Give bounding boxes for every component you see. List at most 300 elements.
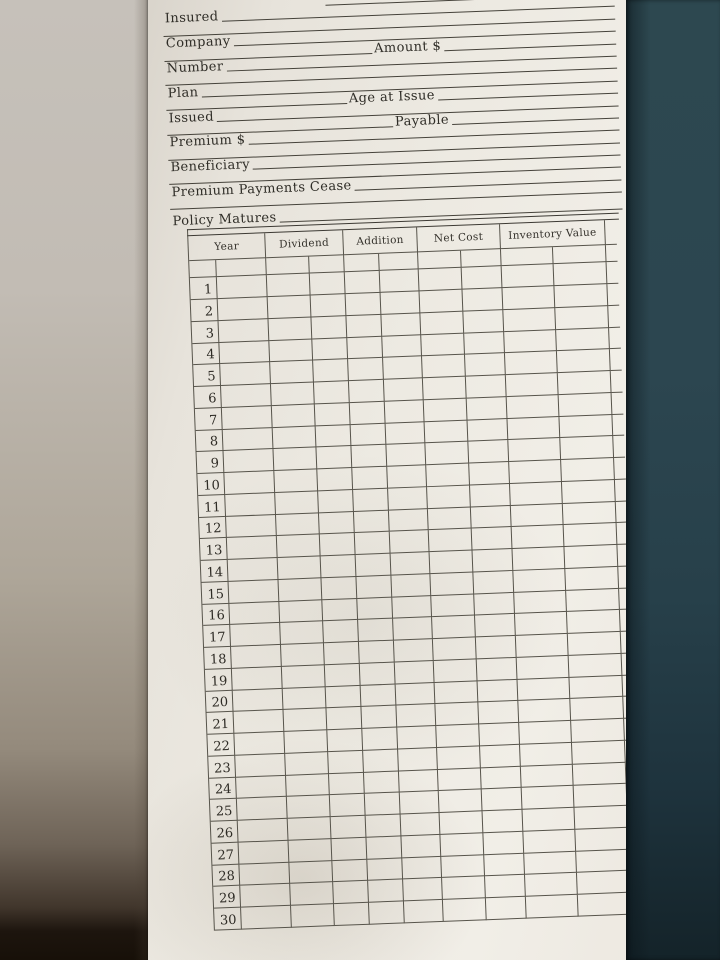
row-number-cell: [201, 560, 229, 583]
field-label-insured: Insured: [164, 9, 219, 27]
empty-value-cell: [558, 371, 612, 395]
empty-value-cell: [564, 545, 618, 569]
row-number-cell: [197, 451, 225, 474]
empty-value-cell: [571, 719, 625, 743]
empty-value-cell: [318, 490, 354, 513]
empty-value-cell: [239, 841, 290, 865]
empty-value-cell: [425, 442, 469, 465]
row-number: 24: [214, 782, 232, 798]
empty-value-cell: [353, 488, 389, 511]
empty-value-cell: [419, 268, 463, 291]
empty-value-cell: [473, 571, 514, 594]
empty-value-cell: [420, 290, 464, 313]
empty-value-cell: [435, 703, 479, 726]
empty-value-cell: [573, 762, 627, 786]
empty-value-cell: [229, 601, 280, 625]
empty-value-cell: [221, 384, 272, 408]
empty-value-cell: [523, 808, 576, 832]
empty-value-cell: [560, 436, 614, 460]
empty-value-cell: [222, 406, 273, 430]
empty-value-cell: [518, 699, 571, 723]
row-number: 13: [205, 543, 223, 559]
row-number-cell: [210, 799, 238, 822]
empty-value-cell: [317, 468, 353, 491]
empty-value-cell: [515, 612, 568, 636]
empty-value-cell: [220, 362, 271, 386]
row-number-cell: [202, 582, 230, 605]
empty-value-cell: [396, 683, 436, 706]
empty-value-cell: [229, 580, 280, 604]
row-number-cell: [193, 364, 221, 387]
empty-value-cell: [280, 622, 324, 645]
row-number-cell: [212, 842, 240, 865]
empty-value-cell: [395, 661, 435, 684]
empty-value-cell: [401, 835, 441, 858]
empty-value-cell: [272, 404, 316, 427]
empty-value-cell: [432, 616, 476, 639]
row-number: 29: [218, 890, 236, 907]
empty-value-cell: [363, 749, 399, 772]
empty-value-cell: [512, 525, 565, 549]
empty-value-cell: [316, 425, 352, 448]
row-number: 22: [213, 738, 231, 755]
empty-value-cell: [399, 769, 439, 792]
subheader-cell: [461, 249, 502, 268]
empty-value-cell: [357, 597, 393, 620]
empty-value-cell: [383, 357, 423, 380]
column-header-dividend: [265, 230, 344, 258]
empty-value-cell: [478, 701, 519, 724]
row-number: 3: [205, 325, 215, 342]
empty-value-cell: [355, 532, 391, 555]
empty-value-cell: [439, 790, 483, 813]
empty-value-cell: [278, 578, 322, 601]
empty-value-cell: [610, 349, 622, 371]
row-number: 21: [212, 716, 230, 733]
empty-value-cell: [440, 811, 484, 834]
empty-value-cell: [476, 636, 517, 659]
empty-value-cell: [361, 706, 397, 729]
row-number-cell: [206, 690, 234, 713]
empty-value-cell: [398, 748, 438, 771]
empty-value-cell: [319, 512, 355, 535]
empty-value-cell: [520, 743, 573, 767]
empty-value-cell: [291, 904, 335, 927]
field-label-amount: Amount $: [373, 38, 442, 56]
empty-value-cell: [468, 440, 509, 463]
empty-value-cell: [472, 527, 513, 550]
empty-value-cell: [480, 745, 521, 768]
empty-value-cell: [322, 598, 358, 621]
empty-value-cell: [425, 420, 469, 443]
empty-value-cell: [331, 838, 367, 861]
empty-value-cell: [568, 632, 622, 656]
empty-value-cell: [230, 623, 281, 647]
empty-value-cell: [350, 401, 386, 424]
subheader-cell: [266, 257, 310, 276]
empty-value-cell: [465, 353, 506, 376]
row-number-cell: [209, 777, 237, 800]
header-overhang: [605, 220, 617, 245]
empty-value-cell: [513, 569, 566, 593]
empty-value-cell: [381, 313, 421, 336]
empty-value-cell: [345, 271, 381, 294]
empty-value-cell: [483, 831, 524, 854]
empty-value-cell: [326, 707, 362, 730]
empty-value-cell: [359, 641, 395, 664]
empty-value-cell: [435, 681, 479, 704]
empty-value-cell: [391, 574, 431, 597]
row-number: 25: [215, 803, 233, 820]
row-number: 26: [216, 825, 234, 842]
empty-value-cell: [289, 861, 333, 884]
field-label-premium: Premium $: [169, 132, 246, 151]
empty-value-cell: [524, 851, 577, 875]
empty-value-cell: [428, 507, 472, 530]
empty-value-cell: [387, 465, 427, 488]
empty-value-cell: [349, 380, 385, 403]
row-number-cell: [208, 755, 236, 778]
empty-value-cell: [477, 658, 518, 681]
empty-value-cell: [607, 284, 619, 306]
empty-value-cell: [517, 656, 570, 680]
empty-value-cell: [328, 751, 364, 774]
empty-value-cell: [385, 400, 425, 423]
column-header-label: Net Cost: [433, 231, 484, 245]
empty-value-cell: [402, 856, 442, 879]
row-number: 5: [207, 369, 216, 385]
empty-value-cell: [463, 310, 504, 333]
field-label-premium-payments-cease: Premium Payments Cease: [171, 178, 352, 201]
empty-value-cell: [274, 469, 318, 492]
empty-value-cell: [475, 614, 516, 637]
empty-value-cell: [613, 436, 625, 458]
empty-value-cell: [404, 900, 444, 923]
row-number: 15: [207, 586, 225, 603]
empty-value-cell: [510, 482, 563, 506]
empty-value-cell: [478, 679, 519, 702]
form-fields-area: [162, 0, 623, 230]
empty-value-cell: [486, 897, 527, 920]
row-number-cell: [198, 495, 226, 518]
row-number: 30: [219, 912, 237, 929]
field-label-beneficiary: Beneficiary: [170, 157, 251, 176]
empty-value-cell: [275, 491, 319, 514]
subheader-cell: [418, 251, 462, 270]
empty-value-cell: [484, 853, 525, 876]
empty-value-cell: [612, 414, 624, 436]
empty-value-cell: [554, 262, 608, 286]
row-number-cell: [191, 299, 219, 322]
empty-value-cell: [507, 395, 560, 419]
empty-value-cell: [352, 467, 388, 490]
empty-value-cell: [347, 336, 383, 359]
empty-value-cell: [289, 839, 333, 862]
empty-value-cell: [430, 572, 474, 595]
field-label-age-at-issue: Age at Issue: [348, 88, 436, 107]
empty-value-cell: [225, 493, 276, 517]
column-header-label: Inventory Value: [508, 226, 597, 243]
row-number: 14: [206, 564, 224, 581]
empty-value-cell: [365, 793, 401, 816]
empty-value-cell: [433, 637, 477, 660]
empty-value-cell: [316, 446, 352, 469]
empty-value-cell: [361, 684, 397, 707]
empty-value-cell: [504, 330, 557, 354]
empty-value-cell: [569, 675, 623, 699]
empty-value-cell: [384, 378, 424, 401]
empty-value-cell: [441, 855, 485, 878]
field-label-number: Number: [166, 59, 224, 77]
empty-value-cell: [227, 536, 278, 560]
empty-value-cell: [473, 549, 514, 572]
empty-value-cell: [313, 359, 349, 382]
policy-record-card: [148, 0, 630, 960]
row-number: 20: [211, 695, 229, 711]
row-number-cell: [213, 886, 241, 909]
empty-value-cell: [290, 882, 334, 905]
field-label-company: Company: [165, 34, 231, 52]
empty-value-cell: [235, 754, 286, 778]
empty-value-cell: [390, 530, 430, 553]
empty-value-cell: [525, 873, 578, 897]
subheader-cell: [501, 247, 554, 266]
empty-value-cell: [563, 501, 617, 525]
empty-value-cell: [574, 806, 628, 830]
row-number: 27: [217, 847, 235, 863]
empty-value-cell: [442, 876, 486, 899]
empty-value-cell: [482, 788, 523, 811]
empty-value-cell: [358, 619, 394, 642]
empty-value-cell: [386, 422, 426, 445]
empty-value-cell: [502, 264, 555, 288]
empty-value-cell: [483, 810, 524, 833]
empty-value-cell: [557, 349, 611, 373]
empty-value-cell: [282, 665, 326, 688]
field-label-plan: Plan: [167, 84, 199, 102]
empty-value-cell: [608, 305, 620, 327]
row-number: 1: [203, 282, 213, 298]
dividend-ledger-table: [187, 213, 646, 931]
empty-value-cell: [224, 471, 275, 495]
empty-value-cell: [503, 308, 556, 332]
empty-value-cell: [517, 677, 570, 701]
empty-value-cell: [273, 448, 317, 471]
empty-value-cell: [236, 775, 287, 799]
empty-value-cell: [223, 428, 274, 452]
empty-value-cell: [367, 858, 403, 881]
row-number: 16: [208, 608, 226, 624]
empty-value-cell: [469, 462, 510, 485]
row-number-cell: [192, 321, 220, 344]
empty-value-cell: [321, 577, 357, 600]
empty-value-cell: [466, 375, 507, 398]
empty-value-cell: [519, 721, 572, 745]
empty-value-cell: [523, 829, 576, 853]
empty-value-cell: [368, 880, 404, 903]
empty-value-cell: [279, 600, 323, 623]
empty-value-cell: [270, 361, 314, 384]
empty-value-cell: [324, 642, 360, 665]
empty-value-cell: [278, 556, 322, 579]
empty-value-cell: [314, 381, 350, 404]
empty-value-cell: [430, 550, 474, 573]
empty-value-cell: [555, 306, 609, 330]
row-number: 17: [208, 630, 226, 646]
empty-value-cell: [369, 901, 405, 924]
empty-value-cell: [516, 634, 569, 658]
row-number-cell: [200, 538, 228, 561]
empty-value-cell: [312, 338, 348, 361]
column-header-addition: [343, 228, 418, 256]
empty-value-cell: [512, 547, 565, 571]
row-number-cell: [205, 669, 233, 692]
column-header-year: [188, 233, 266, 261]
empty-value-cell: [237, 797, 288, 821]
empty-value-cell: [360, 662, 396, 685]
empty-value-cell: [310, 272, 346, 295]
empty-value-cell: [420, 311, 464, 334]
empty-value-cell: [564, 523, 618, 547]
empty-value-cell: [612, 392, 624, 414]
empty-value-cell: [400, 791, 440, 814]
empty-value-cell: [321, 555, 357, 578]
empty-value-cell: [238, 819, 289, 843]
empty-value-cell: [438, 768, 482, 791]
empty-value-cell: [392, 596, 432, 619]
subheader-cell: [606, 245, 618, 262]
empty-value-cell: [364, 771, 400, 794]
empty-value-cell: [614, 458, 626, 480]
empty-value-cell: [389, 509, 429, 532]
empty-value-cell: [566, 588, 620, 612]
empty-value-cell: [462, 266, 503, 289]
empty-value-cell: [241, 906, 292, 930]
empty-value-cell: [394, 639, 434, 662]
empty-value-cell: [288, 817, 332, 840]
row-number: 2: [204, 304, 214, 320]
row-number-cell: [202, 603, 230, 626]
empty-value-cell: [271, 382, 315, 405]
row-number-cell: [194, 386, 222, 409]
row-number: 10: [203, 477, 221, 494]
empty-value-cell: [356, 554, 392, 577]
empty-value-cell: [366, 814, 402, 837]
empty-value-cell: [467, 397, 508, 420]
empty-value-cell: [396, 704, 436, 727]
row-number-cell: [212, 864, 240, 887]
row-number: 6: [207, 390, 217, 407]
row-number-cell: [203, 625, 231, 648]
empty-value-cell: [423, 377, 467, 400]
empty-value-cell: [351, 445, 387, 468]
empty-value-cell: [284, 730, 328, 753]
empty-value-cell: [239, 862, 290, 886]
empty-value-cell: [325, 664, 361, 687]
empty-value-cell: [506, 373, 559, 397]
empty-value-cell: [268, 296, 312, 319]
empty-value-cell: [508, 438, 561, 462]
empty-value-cell: [462, 288, 503, 311]
empty-value-cell: [351, 423, 387, 446]
column-header-label: Addition: [356, 234, 404, 248]
empty-value-cell: [607, 262, 619, 284]
empty-value-cell: [277, 535, 321, 558]
row-number-cell: [211, 821, 239, 844]
subheader-cell: [189, 260, 217, 278]
row-number-cell: [196, 429, 224, 452]
empty-value-cell: [224, 449, 275, 473]
empty-value-cell: [346, 293, 382, 316]
subheader-cell: [309, 255, 345, 273]
row-number-cell: [192, 343, 220, 366]
empty-value-cell: [502, 286, 555, 310]
empty-value-cell: [269, 339, 313, 362]
empty-value-cell: [330, 794, 366, 817]
empty-value-cell: [443, 898, 487, 921]
empty-value-cell: [329, 772, 365, 795]
empty-value-cell: [231, 645, 282, 669]
row-number-cell: [207, 734, 235, 757]
empty-value-cell: [437, 746, 481, 769]
empty-value-cell: [366, 836, 402, 859]
empty-value-cell: [219, 341, 270, 365]
empty-value-cell: [287, 795, 331, 818]
empty-value-cell: [554, 284, 608, 308]
empty-value-cell: [507, 417, 560, 441]
row-number-cell: [190, 277, 218, 300]
subheader-cell: [216, 258, 267, 277]
empty-value-cell: [281, 643, 325, 666]
column-header-net-cost: [417, 224, 501, 252]
row-number: 18: [209, 651, 227, 668]
empty-value-cell: [559, 393, 613, 417]
empty-value-cell: [505, 351, 558, 375]
empty-value-cell: [434, 659, 478, 682]
empty-value-cell: [284, 708, 328, 731]
empty-value-cell: [424, 398, 468, 421]
subheader-cell: [553, 245, 607, 264]
empty-value-cell: [485, 875, 526, 898]
empty-value-cell: [431, 594, 475, 617]
empty-value-cell: [615, 479, 627, 501]
subheader-cell: [379, 253, 419, 271]
empty-value-cell: [481, 766, 522, 789]
empty-value-cell: [333, 881, 369, 904]
row-number-cell: [199, 516, 227, 539]
row-number: 12: [204, 521, 222, 537]
empty-value-cell: [380, 270, 420, 293]
empty-value-cell: [386, 443, 426, 466]
empty-value-cell: [526, 895, 579, 919]
empty-value-cell: [522, 786, 575, 810]
empty-value-cell: [474, 592, 515, 615]
empty-value-cell: [267, 274, 311, 297]
empty-value-cell: [320, 533, 356, 556]
table-body: [190, 262, 646, 931]
empty-value-cell: [572, 741, 626, 765]
empty-value-cell: [346, 315, 382, 338]
empty-value-cell: [234, 732, 285, 756]
empty-value-cell: [429, 529, 473, 552]
empty-value-cell: [565, 567, 619, 591]
empty-value-cell: [388, 487, 428, 510]
empty-value-cell: [422, 355, 466, 378]
row-number: 7: [208, 412, 218, 429]
row-number: 23: [213, 760, 231, 777]
empty-value-cell: [470, 484, 511, 507]
empty-value-cell: [218, 297, 269, 321]
